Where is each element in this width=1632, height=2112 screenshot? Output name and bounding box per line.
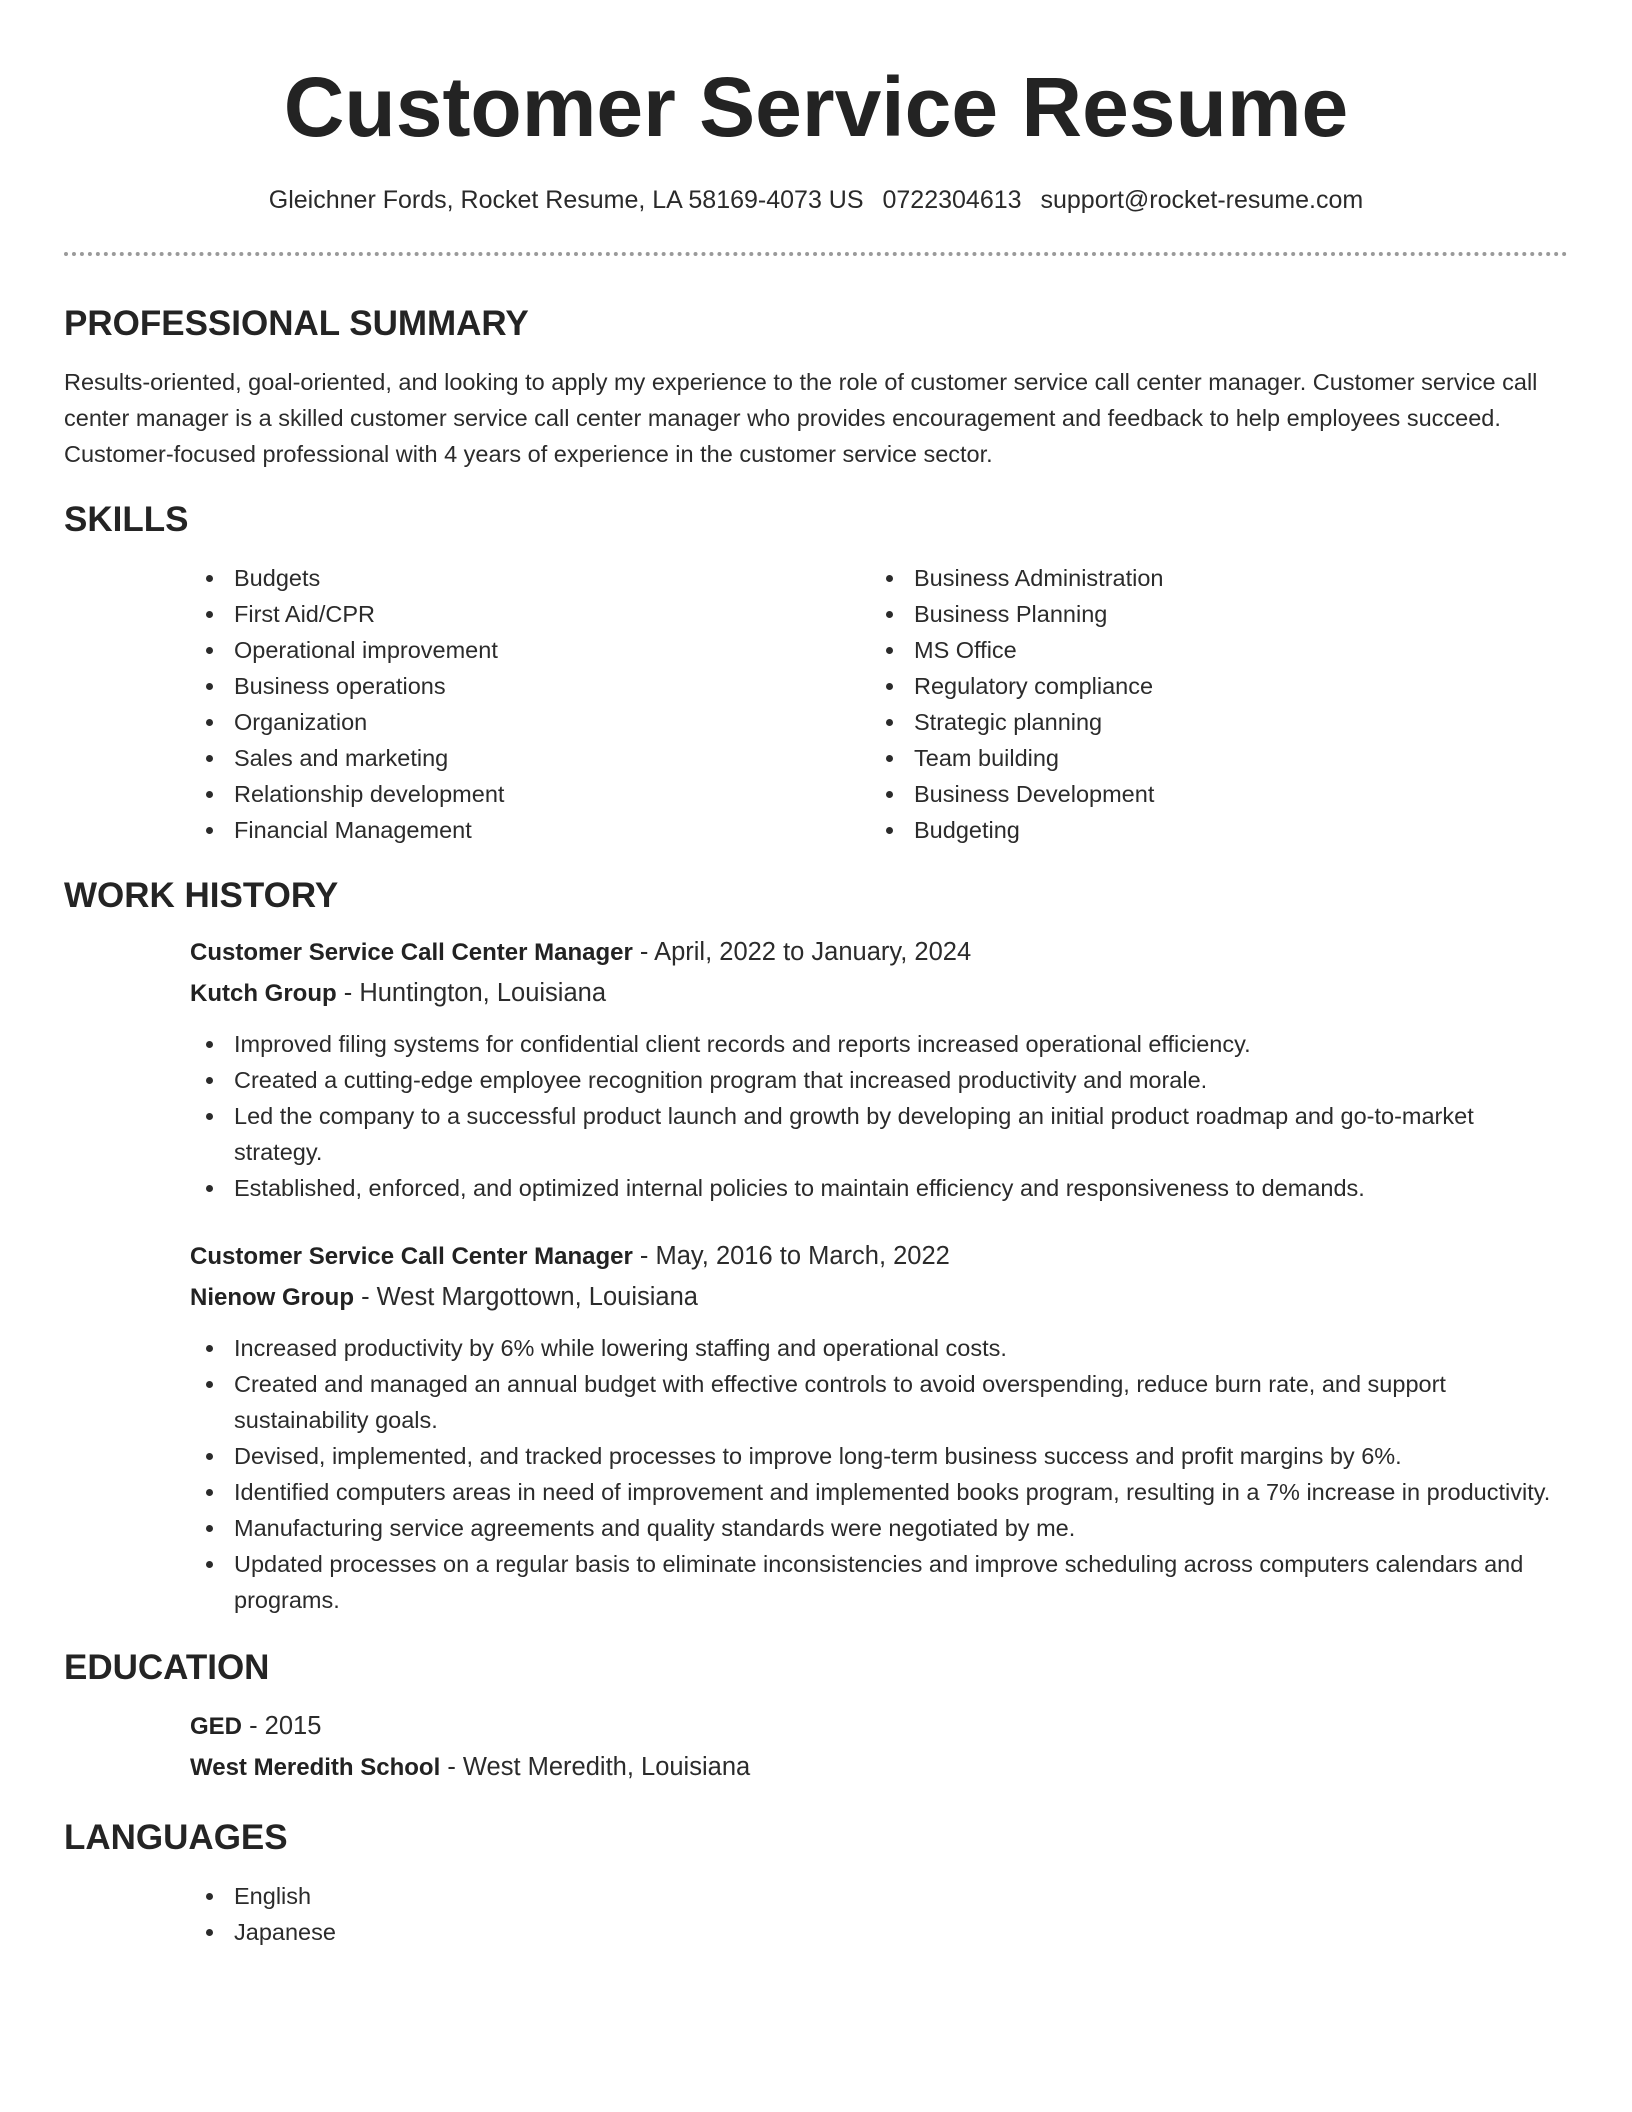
list-item: MS Office	[870, 632, 1550, 668]
section-title-summary: PROFESSIONAL SUMMARY	[64, 304, 529, 343]
job-entry	[190, 932, 1568, 1206]
list-item: Business Administration	[870, 560, 1550, 596]
list-item: Manufacturing service agreements and quality standards were negotiated by me.	[190, 1510, 1568, 1546]
job-bullets	[64, 1026, 1568, 1206]
list-item: Business Planning	[870, 596, 1550, 632]
education-entry	[190, 1706, 1568, 1788]
job-bullets	[190, 1330, 1568, 1618]
list-item: Organization	[190, 704, 870, 740]
skills-section	[64, 498, 1568, 848]
list-item: Created a cutting-edge employee recognition program that increased productivity and morale.	[190, 1062, 1568, 1098]
list-item: Business operations	[190, 668, 870, 704]
skills-left-list	[190, 560, 870, 848]
contact-phone: 0722304613	[882, 186, 1022, 214]
job-company: Nienow Group	[190, 1284, 354, 1311]
summary-text: Results-oriented, goal-oriented, and looking to apply my experience to the role of customer service call center manager. Customer service call center manager is a skilled customer service call center manager who provides encouragement and feedback to help employees succeed. Customer-focused professional with 4 years of experience in the customer service sector.	[64, 369, 1538, 467]
list-item: Created and managed an annual budget with effective controls to avoid overspending, reduce burn rate, and support sustainability goals.	[190, 1366, 1568, 1438]
resume-page	[64, 0, 1568, 1950]
list-item: Japanese	[190, 1914, 1568, 1950]
list-item: First Aid/CPR	[190, 596, 870, 632]
list-item: English	[190, 1878, 1568, 1914]
list-item: Budgets	[190, 560, 870, 596]
job-location: - West Margottown, Louisiana	[354, 1283, 698, 1311]
list-item: Increased productivity by 6% while lowering staffing and operational costs.	[190, 1330, 1568, 1366]
education-degree: GED	[190, 1713, 243, 1740]
job-entry	[190, 1236, 1568, 1618]
languages-list	[190, 1878, 1568, 1950]
job-location: - Huntington, Louisiana	[336, 979, 606, 1007]
list-item: Led the company to a successful product launch and growth by developing an initial product roadmap and go-to-market strategy.	[190, 1098, 1568, 1170]
section-title-skills: SKILLS	[64, 500, 189, 539]
job-role: Customer Service Call Center Manager	[190, 939, 633, 966]
list-item: Improved filing systems for confidential client records and reports increased operational efficiency.	[190, 1026, 1568, 1062]
section-title-languages: LANGUAGES	[64, 1818, 288, 1857]
job-role-line	[190, 1236, 1568, 1277]
skills-columns	[190, 560, 1568, 848]
section-title-work: WORK HISTORY	[64, 876, 339, 915]
section-title-education: EDUCATION	[64, 1648, 270, 1687]
list-item: Budgeting	[870, 812, 1550, 848]
education-section	[64, 1646, 1568, 1788]
contact-line	[64, 180, 1568, 220]
list-item: Regulatory compliance	[870, 668, 1550, 704]
summary-section	[64, 302, 1568, 472]
education-location: - West Meredith, Louisiana	[440, 1753, 751, 1781]
job-company-line	[190, 973, 1568, 1014]
education-school-line	[190, 1747, 1568, 1788]
job-dates: - May, 2016 to March, 2022	[632, 1242, 950, 1270]
education-degree-line	[190, 1706, 1568, 1747]
education-year: - 2015	[242, 1712, 322, 1740]
contact-address: Gleichner Fords, Rocket Resume, LA 58169-4073 US	[268, 186, 864, 214]
education-school: West Meredith School	[190, 1754, 441, 1781]
list-item: Strategic planning	[870, 704, 1550, 740]
list-item: Established, enforced, and optimized internal policies to maintain efficiency and responsiveness to demands.	[190, 1170, 1568, 1206]
list-item: Team building	[870, 740, 1550, 776]
list-item: Updated processes on a regular basis to eliminate inconsistencies and improve scheduling across computers calendars and programs.	[190, 1546, 1568, 1618]
list-item: Relationship development	[190, 776, 870, 812]
list-item: Sales and marketing	[190, 740, 870, 776]
list-item: Identified computers areas in need of improvement and implemented books program, resulting in a 7% increase in productivity.	[190, 1474, 1568, 1510]
job-company-line	[190, 1277, 1568, 1318]
header-divider	[64, 252, 1568, 256]
job-role-line	[190, 932, 1568, 973]
languages-section	[64, 1816, 1568, 1950]
job-role: Customer Service Call Center Manager	[190, 1243, 633, 1270]
list-item: Business Development	[870, 776, 1550, 812]
list-item: Financial Management	[190, 812, 870, 848]
contact-email: support@rocket-resume.com	[1040, 186, 1364, 214]
job-company: Kutch Group	[190, 980, 337, 1007]
list-item: Devised, implemented, and tracked processes to improve long-term business success and profit margins by 6%.	[190, 1438, 1568, 1474]
work-section	[64, 874, 1568, 1618]
skills-right-list	[870, 560, 1550, 848]
list-item: Operational improvement	[190, 632, 870, 668]
resume-title: Customer Service Resume	[283, 60, 1349, 154]
job-dates: - April, 2022 to January, 2024	[632, 938, 972, 966]
